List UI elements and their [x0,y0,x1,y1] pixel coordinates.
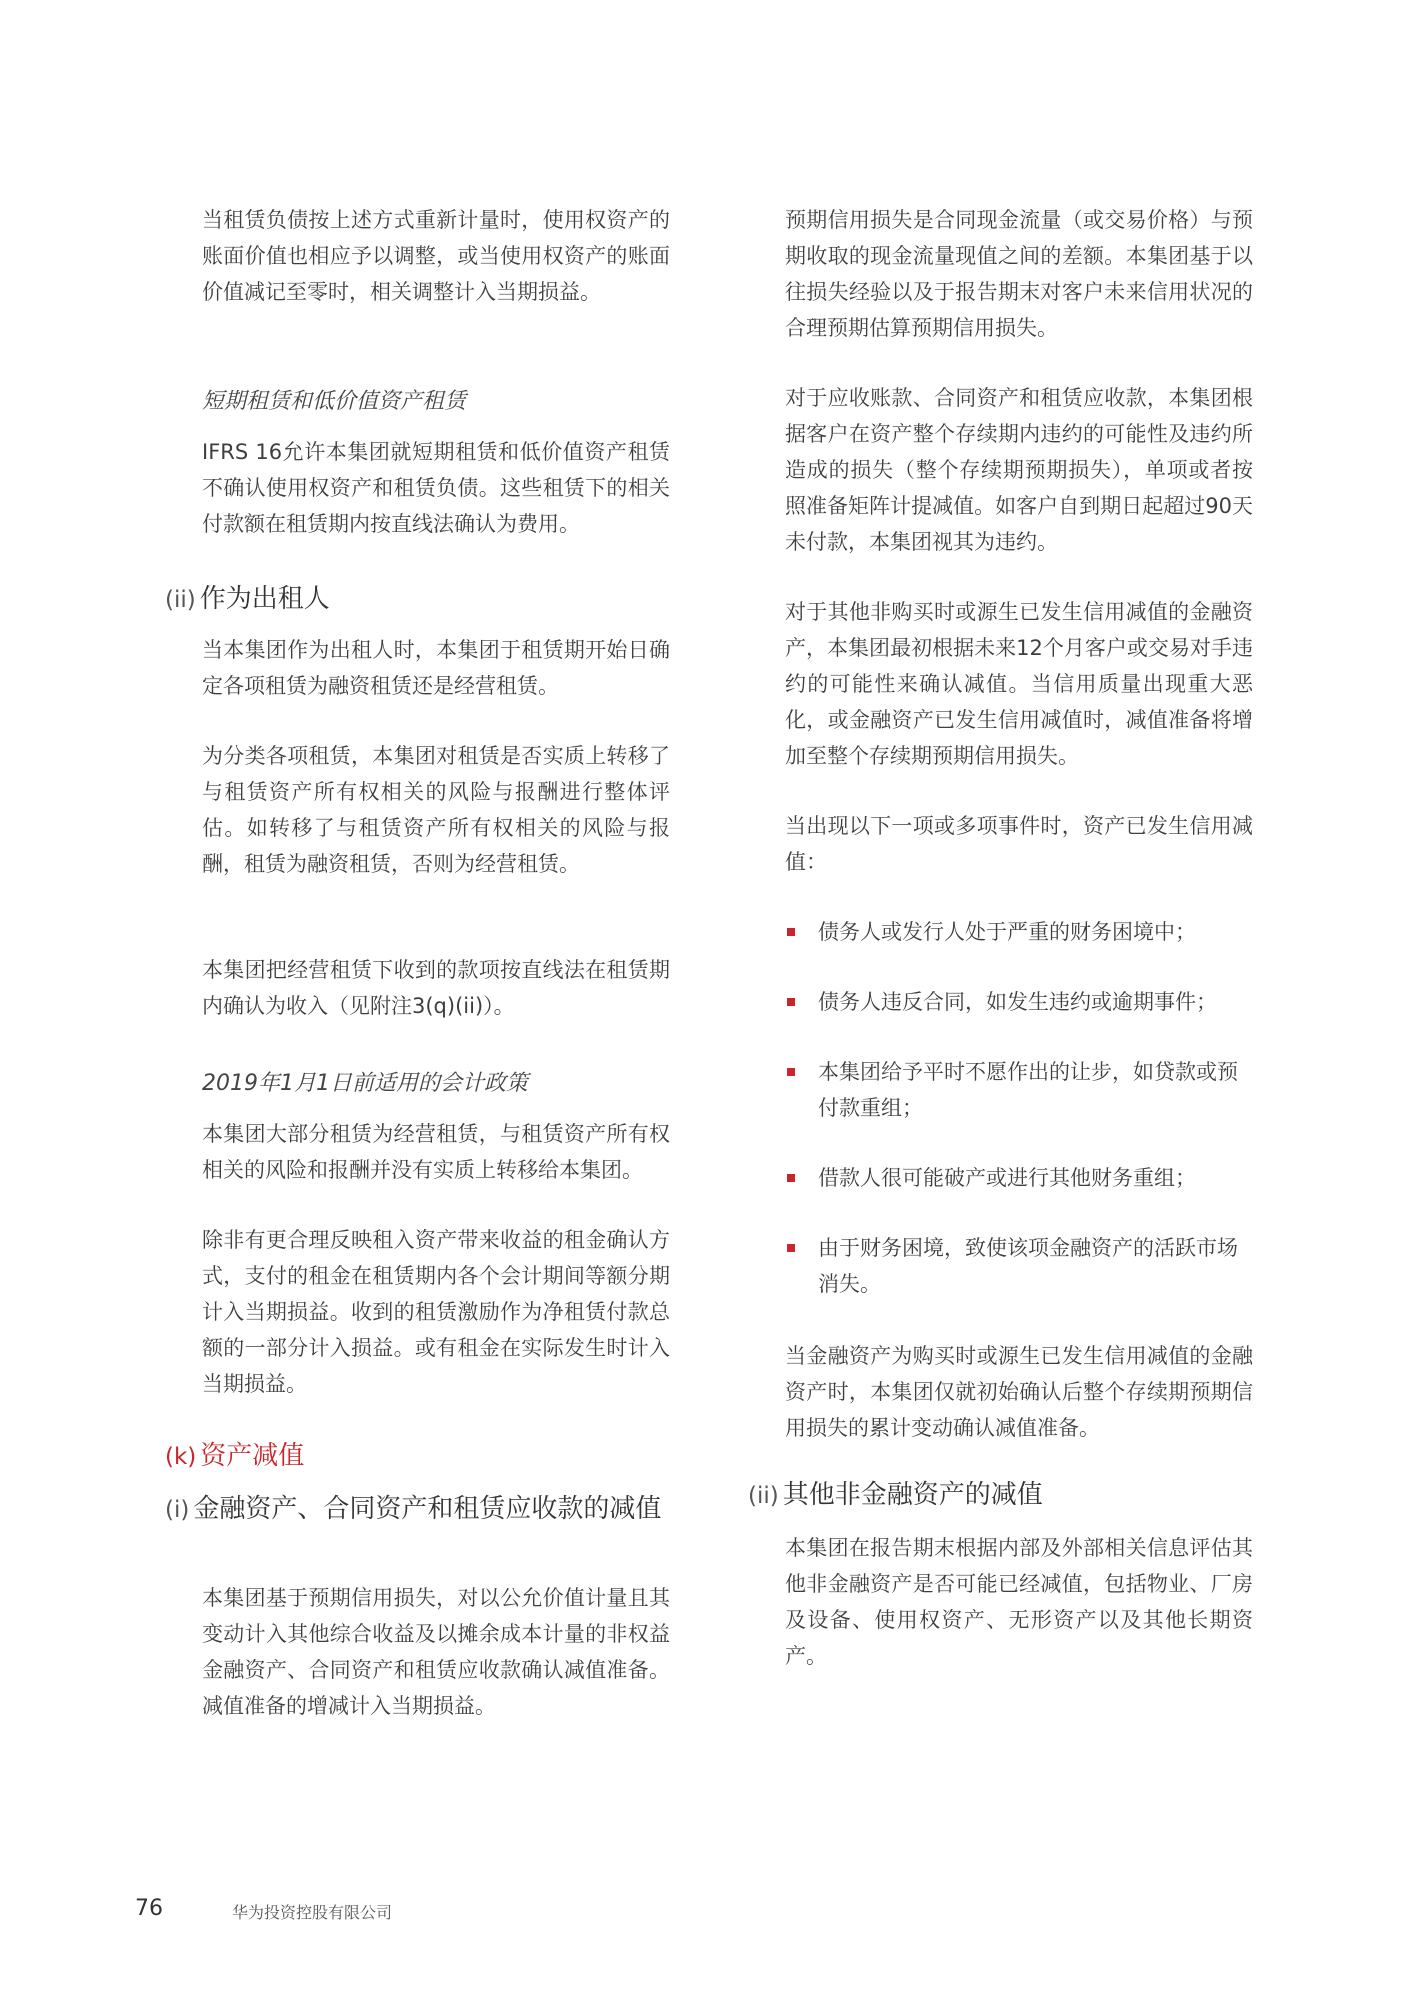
bullet-square-icon [787,1068,795,1076]
bullet-list [785,914,1253,1302]
company-name: 华为投资控股有限公司 [232,1903,393,1922]
paragraph: 除非有更合理反映租入资产带来收益的租金确认方式，支付的租金在租赁期内各个会计期间等额分期计入当期损益。收到的租赁激励作为净租赁付款总额的一部分计入损益。或有租金在实际发生时计入当期损益。 [202,1228,670,1396]
paragraph: 当租赁负债按上述方式重新计量时，使用权资产的账面价值也相应予以调整，或当使用权资产的账面价值减记至零时，相关调整计入当期损益。 [202,208,670,304]
paragraph: 对于其他非购买时或源生已发生信用减值的金融资产，本集团最初根据未来12个月客户或交易对手违约的可能性来确认减值。当信用质量出现重大恶化，或金融资产已发生信用减值时，减值准备将增加至整个存续期预期信用损失。 [785,600,1253,768]
heading-text: 资产减值 [200,1441,305,1471]
heading-text: 作为出租人 [199,584,330,614]
paragraph: 本集团基于预期信用损失，对以公允价值计量且其变动计入其他综合收益及以摊余成本计量的非权益金融资产、合同资产和租赁应收款确认减值准备。减值准备的增减计入当期损益。 [202,1586,670,1718]
heading-number: (ii) [748,1483,779,1509]
list-item-text: 由于财务困境，致使该项金融资产的活跃市场消失。 [818,1236,1238,1296]
list-item-text: 债务人或发行人处于严重的财务困境中； [818,920,1196,944]
paragraph: 当金融资产为购买时或源生已发生信用减值的金融资产时，本集团仅就初始确认后整个存续期预期信用损失的累计变动确认减值准备。 [785,1344,1253,1440]
paragraph: 预期信用损失是合同现金流量（或交易价格）与预期收取的现金流量现值之间的差额。本集团基于以往损失经验以及于报告期末对客户未来信用状况的合理预期估算预期信用损失。 [785,208,1253,340]
paragraph: 当出现以下一项或多项事件时，资产已发生信用减值： [785,814,1253,874]
paragraph: IFRS 16允许本集团就短期租赁和低价值资产租赁不确认使用权资产和租赁负债。这些租赁下的相关付款额在租赁期内按直线法确认为费用。 [202,440,670,536]
heading-asset-impairment [165,1437,304,1476]
paragraph: 本集团在报告期末根据内部及外部相关信息评估其他非金融资产是否可能已经减值，包括物业、厂房及设备、使用权资产、无形资产以及其他长期资产。 [785,1536,1253,1668]
paragraph: 对于应收账款、合同资产和租赁应收款，本集团根据客户在资产整个存续期内违约的可能性及违约所造成的损失（整个存续期预期损失），单项或者按照准备矩阵计提减值。如客户自到期日起超过90天未付款，本集团视其为违约。 [785,386,1253,554]
list-item [785,1230,1253,1302]
subheading-short-term-leases: 短期租赁和低价值资产租赁 [202,389,467,414]
bullet-square-icon [787,998,795,1006]
paragraph: 当本集团作为出租人时，本集团于租赁期开始日确定各项租赁为融资租赁还是经营租赁。 [202,638,670,698]
bullet-square-icon [787,1244,795,1252]
list-item [785,914,1253,950]
heading-financial-asset-impairment [165,1490,667,1529]
list-item [785,984,1253,1020]
heading-number: (k) [165,1444,197,1470]
page-number: 76 [135,1896,163,1921]
paragraph: 本集团大部分租赁为经营租赁，与租赁资产所有权相关的风险和报酬并没有实质上转移给本集团。 [202,1122,670,1182]
heading-number: (ii) [165,587,196,613]
paragraph: 本集团把经营租赁下收到的款项按直线法在租赁期内确认为收入（见附注3(q)(ii)）。 [202,958,670,1018]
list-item [785,1160,1253,1196]
paragraph: 为分类各项租赁，本集团对租赁是否实质上转移了与租赁资产所有权相关的风险与报酬进行整体评估。如转移了与租赁资产所有权相关的风险与报酬，租赁为融资租赁，否则为经营租赁。 [202,744,670,876]
bullet-square-icon [787,928,795,936]
list-item-text: 债务人违反合同，如发生违约或逾期事件； [818,990,1217,1014]
list-item-text: 本集团给予平时不愿作出的让步，如贷款或预付款重组； [818,1060,1238,1120]
list-item [785,1054,1253,1126]
heading-as-lessor [165,580,330,619]
list-item-text: 借款人很可能破产或进行其他财务重组； [818,1166,1196,1190]
subheading-pre-2019-policy: 2019年1月1日前适用的会计政策 [202,1071,528,1096]
heading-text: 其他非金融资产的减值 [782,1480,1043,1510]
heading-non-financial-asset-impairment [748,1476,1043,1515]
heading-text: 金融资产、合同资产和租赁应收款的减值 [193,1494,662,1524]
heading-number: (i) [165,1497,190,1523]
bullet-square-icon [787,1174,795,1182]
